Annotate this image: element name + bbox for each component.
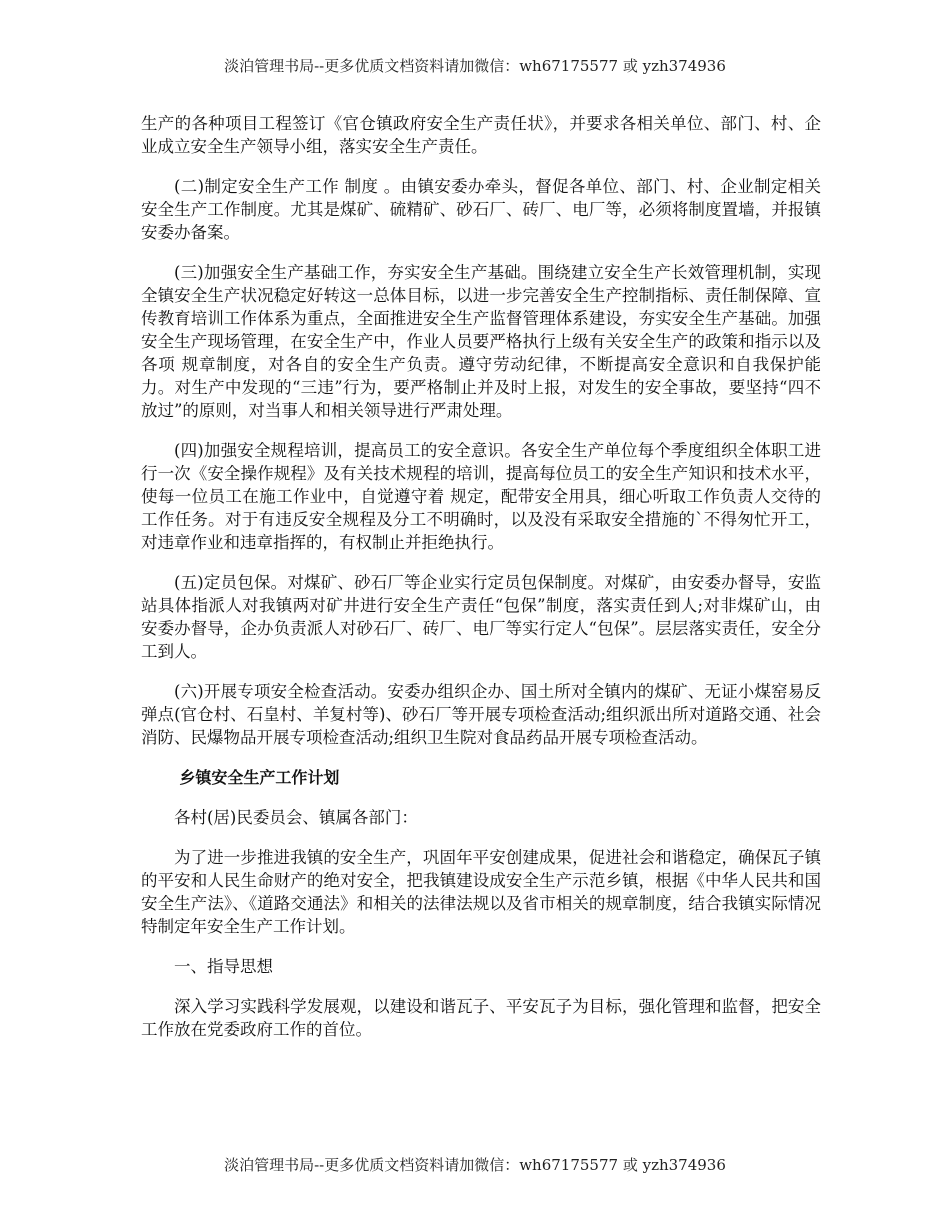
paragraph-item-2: (二)制定安全生产工作 制度 。由镇安委办牵头，督促各单位、部门、村、企业制定相关安全生产工作制度。尤其是煤矿、硫精矿、砂石厂、砖厂、电厂等，必须将制度置墙，并报镇安委办备案。 <box>141 177 821 242</box>
section-heading: 乡镇安全生产工作计划 <box>179 768 340 787</box>
paragraph-item-5: (五)定员包保。对煤矿、砂石厂等企业实行定员包保制度。对煤矿，由安委办督导，安监站具体指派人对我镇两对矿井进行安全生产责任“包保”制度，落实责任到人;对非煤矿山，由安委办督导，企办负责派人对砂石厂、砖厂、电厂等实行定人“包保”。层层落实责任，安全分工到人。 <box>141 573 821 661</box>
paragraph-continuation: 生产的各种项目工程签订《官仓镇政府安全生产责任状》，并要求各相关单位、部门、村、企业成立安全生产领导小组，落实安全生产责任。 <box>141 114 821 156</box>
salutation: 各村(居)民委员会、镇属各部门： <box>174 808 418 827</box>
page-header: 淡泊管理书局--更多优质文档资料请加微信：wh67175577 或 yzh374936 <box>224 57 726 75</box>
paragraph-item-3: (三)加强安全生产基础工作，夯实安全生产基础。围绕建立安全生产长效管理机制，实现全镇安全生产状况稳定好转这一总体目标，以进一步完善安全生产控制指标、责任制保障、宣传教育培训工作体系为重点，全面推进安全生产监督管理体系建设，夯实安全生产基础。加强安全生产现场管理，在安全生产中，作业人员要严格执行上级有关安全生产的政策和指示以及各项 规章制度，对各自的安全生产负责。遵守劳动纪律，不断提高安全意识和自我保护能力。对生产中发现的“三违”行为，要严格制止并及时上报，对发生的安全事故，要坚持“四不放过”的原则，对当事人和相关领导进行严肃处理。 <box>141 263 821 420</box>
paragraph-intro: 为了进一步推进我镇的安全生产，巩固年平安创建成果，促进社会和谐稳定，确保瓦子镇的平安和人民生命财产的绝对安全，把我镇建设成安全生产示范乡镇，根据《中华人民共和国安全生产法》、《道路交通法》和相关的法律法规以及省市相关的规章制度，结合我镇实际情况特制定年安全生产工作计划。 <box>141 848 821 936</box>
subheading-guiding-ideology: 一、指导思想 <box>174 957 273 976</box>
paragraph-item-6: (六)开展专项安全检查活动。安委办组织企办、国土所对全镇内的煤矿、无证小煤窑易反弹点(官仓村、石皇村、羊复村等)、砂石厂等开展专项检查活动;组织派出所对道路交通、社会消防、民爆物品开展专项检查活动;组织卫生院对食品药品开展专项检查活动。 <box>141 682 821 747</box>
paragraph-guiding-ideology: 深入学习实践科学发展观，以建设和谐瓦子、平安瓦子为目标，强化管理和监督，把安全工作放在党委政府工作的首位。 <box>141 997 821 1039</box>
paragraph-item-4: (四)加强安全规程培训，提高员工的安全意识。各安全生产单位每个季度组织全体职工进行一次《安全操作规程》及有关技术规程的培训，提高每位员工的安全生产知识和技术水平，使每一位员工在施工作业中，自觉遵守着 规定，配带安全用具，细心听取工作负责人交待的工作任务。对于有违反安全规程及分工不明确时，以及没有采取安全措施的`不得匆忙开工，对违章作业和违章指挥的，有权制止并拒绝执行。 <box>141 441 821 552</box>
page-footer: 淡泊管理书局--更多优质文档资料请加微信：wh67175577 或 yzh374936 <box>224 1156 726 1174</box>
document-body <box>141 112 821 1058</box>
